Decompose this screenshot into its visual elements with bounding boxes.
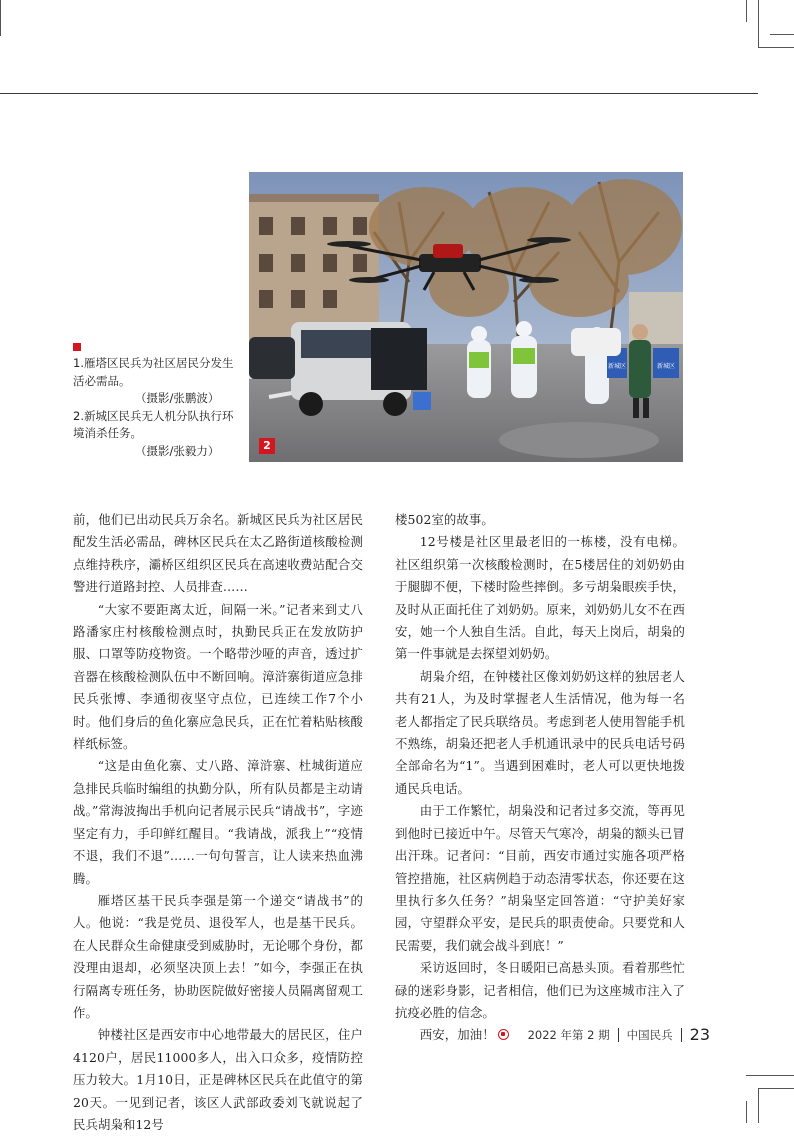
caption-credit: （摄影/张毅力） — [135, 443, 220, 458]
crop-mark — [758, 1088, 759, 1123]
crop-mark — [0, 0, 1, 36]
photo-sign-2: 新城区 — [656, 363, 676, 370]
crop-mark — [770, 34, 794, 35]
page-number: 23 — [689, 1025, 710, 1044]
photo-number-badge: 2 — [259, 438, 275, 454]
photo-caption — [73, 343, 243, 460]
crop-mark — [746, 1075, 794, 1076]
paragraph: 胡枭介绍，在钟楼社区像刘奶奶这样的独居老人共有21人，为及时掌握老人生活情况，他为每一名老人都指定了民兵联络员。考虑到老人使用智能手机不熟练，胡枭还把老人手机通讯录中的民兵电话号码全部命名为“1”。当遇到困难时，老人可以更快地拨通民兵电话。 — [395, 668, 685, 796]
magazine-name: 中国民兵 — [626, 1027, 673, 1042]
header-rule — [0, 93, 758, 94]
footer-divider — [618, 1028, 619, 1042]
crop-mark — [758, 47, 794, 48]
paragraph: “大家不要距离太近，间隔一米。”记者来到丈八路潘家庄村核酸检测点时，执勤民兵正在发放防护服、口罩等防疫物资。一个略带沙哑的声音，透过扩音器在核酸检测队伍中不断回响。漳浒寨街道应急排民兵张博、李通彻夜坚守点位，已连续工作7个小时。他们身后的鱼化寨应急民兵，正在忙着粘贴核酸样纸标签。 — [73, 601, 363, 752]
caption-text: 2.新城区民兵无人机分队执行环境消杀任务。 — [73, 408, 234, 440]
crop-mark — [746, 1101, 747, 1123]
page-footer — [528, 1025, 710, 1044]
caption-marker — [73, 343, 81, 351]
drone-photo-illustration — [249, 172, 683, 462]
end-mark-icon — [498, 1029, 509, 1040]
paragraph: 钟楼社区是西安市中心地带最大的居民区，住户4120户，居民11000多人，出入口众多，疫情防控压力较大。1月10日，正是碑林区民兵在此值守的第20天。一见到记者，该区人武部政委刘飞就说起了民兵胡枭和12号 — [73, 1027, 363, 1132]
footer-divider — [681, 1028, 682, 1042]
paragraph: 前，他们已出动民兵万余名。新城区民兵为社区居民配发生活必需品，碑林区民兵在太乙路街道核酸检测点维持秩序，灞桥区组织区民兵在高速收费站配合交警进行道路封控、人员排查…… — [73, 512, 363, 595]
crop-mark — [758, 0, 759, 48]
crop-mark — [746, 0, 747, 22]
article-column-left — [73, 509, 363, 1136]
issue-label: 2022 年第 2 期 — [527, 1027, 610, 1042]
paragraph: 12号楼是社区里最老旧的一栋楼，没有电梯。社区组织第一次核酸检测时，在5楼居住的刘奶奶由于腿脚不便，下楼时险些摔倒。多亏胡枭眼疾手快，及时从正面托住了刘奶奶。原来，刘奶奶儿女不在西安，她一个人独自生活。自此，每天上岗后，胡枭的第一件事就是去探望刘奶奶。 — [395, 534, 685, 662]
caption-credit: （摄影/张鹏波） — [135, 391, 220, 405]
paragraph: “这是由鱼化寨、丈八路、漳浒寨、杜城街道应急排民兵临时编组的执勤分队，所有队员都是主动请战。”常海波掏出手机向记者展示民兵“请战书”，字迹坚定有力，手印鲜红醒目。“我请战，派我上”“疫情不退，我们不退”……一句句誓言，让人读来热血沸腾。 — [73, 758, 363, 886]
drone-photo — [249, 172, 683, 462]
caption-item-1 — [73, 355, 243, 408]
photo-sign-1: 新城区 — [607, 363, 627, 370]
crop-mark — [758, 1088, 794, 1089]
closing-text: 西安，加油！ — [419, 1027, 495, 1043]
paragraph: 由于工作繁忙，胡枭没和记者过多交流，等再见到他时已接近中午。尽管天气寒冷，胡枭的额头已冒出汗珠。记者问：“目前，西安市通过实施各项严格管控措施，社区病例趋于动态清零状态，你还要在这里执行多久任务？”胡枭坚定回答道：“守护美好家园，守望群众平安，是民兵的职责使命。只要党和人民需要，我们就会战斗到底！” — [395, 803, 685, 953]
article-column-right — [395, 509, 685, 1047]
paragraph: 采访返回时，冬日暖阳已高悬头顶。看着那些忙碌的迷彩身影，记者相信，他们已为这座城市注入了抗疫必胜的信念。 — [395, 960, 685, 1020]
caption-item-2 — [73, 408, 243, 461]
caption-text: 1.雁塔区民兵为社区居民分发生活必需品。 — [73, 356, 234, 388]
paragraph: 楼502室的故事。 — [395, 512, 494, 527]
paragraph: 雁塔区基干民兵李强是第一个递交“请战书”的人。他说：“我是党员、退役军人，也是基干民兵。在人民群众生命健康受到威胁时，无论哪个身份，都没理由退却，必须坚决顶上去！”如今，李强正在执行隔离专班任务，协助医院做好密接人员隔离留观工作。 — [73, 892, 363, 1020]
